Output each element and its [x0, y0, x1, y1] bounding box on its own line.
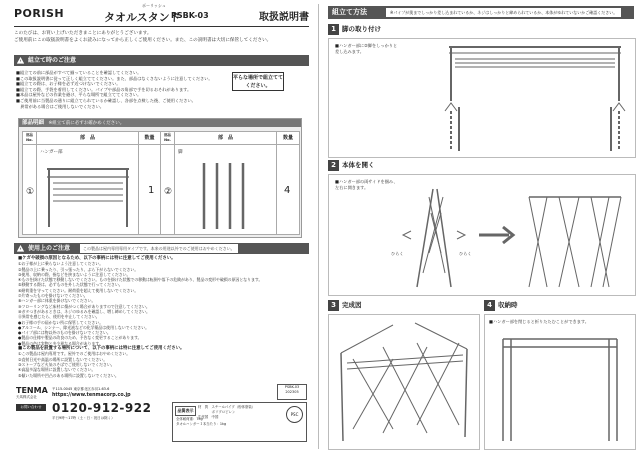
- step-number: 1: [328, 24, 339, 35]
- quality-label: 品質表示: [175, 406, 196, 416]
- step-number: 4: [484, 300, 495, 311]
- warning-icon: [17, 57, 24, 64]
- company-website[interactable]: https://www.tenmacorp.co.jp: [52, 393, 131, 398]
- list-item: ①お子様が上に乗らないよう注意してください。: [18, 261, 104, 267]
- load-row: 全体耐荷重：7kg: [176, 417, 203, 421]
- step-title: 完成図: [342, 301, 362, 309]
- list-item: ②直射日光や高温の場所に設置しないでください。: [18, 356, 108, 362]
- company-address: 〒115-0045 東京都北区赤羽1-63-6: [52, 387, 110, 391]
- step-number: 2: [328, 160, 339, 171]
- step-3-panel: [328, 314, 480, 450]
- psc-mark-icon: PSC: [286, 406, 303, 423]
- col-part: 部 品: [37, 132, 139, 144]
- step-1-illustration: [439, 41, 629, 155]
- right-column: [322, 0, 640, 453]
- list-item: ④高温多湿な場所に設置しないでください。: [18, 367, 96, 373]
- assembly-method-bar: [328, 6, 634, 19]
- usage-bullets: [18, 256, 262, 378]
- list-item: ■この取扱説明書に従って正しく組立ててください。また、部品はなくさないように注意してください。: [16, 75, 213, 81]
- left-column: [0, 0, 316, 453]
- col-no: 部品No.: [23, 132, 37, 144]
- business-hours: 平日9時～17時（土・日・祝日は除く）: [52, 416, 115, 420]
- list-item: ⑧ハンガー部に体重を掛けないでください。: [18, 298, 96, 304]
- step-title: 収納時: [498, 301, 518, 309]
- usage-caution-title: 使用上のご注意: [28, 245, 71, 252]
- hanger-illustration: [41, 159, 135, 233]
- intro-text: [14, 30, 309, 44]
- list-item: ■ご使用前に当製品の通りに組立てられているか確認し、各部を点検した後、ご使用ください。: [16, 97, 196, 103]
- list-item: ●製品の仕様や製品の改良のため、予告なく変更することがあります。: [18, 335, 142, 341]
- parts-table: [22, 131, 300, 235]
- quality-row: ポリプロピレン: [198, 409, 236, 414]
- assembly-method-note: ※パイプが奥までしっかり差し込まれているか、ネジはしっかりと締められているか、本体がゆれていないかご確認ください。: [386, 8, 621, 17]
- intro-line: ご使用前にこの取扱説明書をよくお読みになってから正しくご使用ください。また、この説明書は大切に保管してください。: [14, 38, 272, 43]
- code-box: [277, 384, 307, 400]
- col-qty: 数量: [139, 132, 161, 144]
- part-cell: [37, 144, 139, 234]
- parts-title: 部品明細: [22, 120, 45, 126]
- column-divider: [318, 4, 319, 449]
- parts-note: ※組立て前に必ずお確かめください。: [48, 121, 125, 126]
- caption-line: ■ハンガー部を閉じると折りたたむことができます。: [489, 319, 589, 324]
- list-item: ⑦片寄ったものを掛けないでください。: [18, 293, 88, 299]
- footer: [14, 386, 311, 448]
- step-2-panel: [328, 174, 636, 296]
- list-item: ■組立ての際は、お子様を必ず近づけないでください。: [16, 81, 121, 87]
- header: [14, 3, 309, 27]
- part-no: ②: [164, 187, 173, 197]
- part-no: ①: [26, 187, 35, 197]
- caption-line: ■ハンガー部の両サイドを掴み、: [335, 179, 398, 184]
- parts-list: [18, 118, 302, 238]
- assembly-caution-title: 組立て時のご注意: [28, 57, 77, 64]
- caption-line: ■ハンガー部に②脚をしっかりと: [335, 43, 398, 48]
- list-item: ■本品は屋外などの作業を避け、平らな場所で組立ててください。: [16, 92, 142, 98]
- product-ruby: ポーリッシュ: [142, 3, 166, 8]
- list-item: ③ストーブなど火気のそばでご使用しないでください。: [18, 361, 115, 367]
- list-item: ③使用、収納の際、指などを挟まないように注意してください。: [18, 271, 131, 277]
- assembly-bullets: [16, 70, 213, 109]
- manual-title: 取扱説明書: [259, 12, 309, 23]
- flat-place-notice: 平らな場所で組立ててください。: [232, 72, 284, 91]
- quality-label-box: [172, 402, 307, 442]
- step-4-panel: [484, 314, 636, 450]
- model-number: PSBK-03: [171, 11, 209, 20]
- step-caption: [335, 43, 397, 55]
- company-name: 天馬株式会社: [16, 395, 37, 399]
- load-capacity: [176, 417, 226, 427]
- part-qty: 1: [148, 185, 155, 196]
- step-3-illustration: [333, 319, 475, 445]
- step-title: 脚の取り付け: [342, 25, 381, 33]
- assembly-caution-bar: [14, 55, 309, 66]
- list-item: ①この製品は屋内専用です。屋外でのご使用はおやめください。: [18, 351, 131, 357]
- col-part: 部 品: [175, 132, 277, 144]
- assembly-method-title: 組立て方法: [332, 8, 367, 16]
- brand-logo: PORISH: [14, 7, 65, 20]
- part-name: ハンガー部: [40, 150, 63, 155]
- intro-line: このたびは、お買い上げいただきまことにありがとうございます。: [14, 31, 152, 36]
- quality-row: 生産国 中国: [198, 414, 219, 419]
- list-item: ④ものを掛けた状態で移動しないでください。ものを掛けた状態での移動は転倒や落下の危険があり、製品の変形や破損の原因となります。: [18, 277, 263, 283]
- list-item: ●お子様の手の届かない所に保管してください。: [18, 319, 104, 325]
- usage-caution-bar: [14, 243, 309, 254]
- arrow-label-left: ひらく: [391, 251, 404, 256]
- table-row: [139, 144, 161, 234]
- quality-row: 材 質 スチールパイプ（粉体塗装）: [198, 405, 256, 409]
- inquiry-label: お問い合わせ: [16, 404, 46, 411]
- list-item: ●アルコール、シンナー、除光液などの化学薬品は使用しないでください。: [18, 324, 149, 330]
- col-no: 部品No.: [161, 132, 175, 144]
- step-1-panel: [328, 38, 636, 158]
- phone-number: 0120-912-922: [52, 401, 152, 415]
- group-title: ■ケガや破損の原因となるため、以下の事柄には特に注意してご使用ください。: [18, 256, 176, 261]
- list-item: ⑥耐荷重を守ってください。耐荷重を超えて使用しないでください。: [18, 287, 139, 293]
- table-row: [23, 144, 37, 234]
- parts-header: [19, 119, 301, 127]
- step-2-illustration: [333, 183, 631, 291]
- product-name: タオルスタンド: [104, 11, 181, 24]
- load-row: タオルハンガー１本当たり：1kg: [176, 422, 227, 426]
- legs-illustration: [179, 159, 273, 233]
- caption-line: 左右に開きます。: [335, 185, 369, 190]
- list-item: ⑤傾いた場所や凹凸のある場所に設置しないでください。: [18, 372, 119, 378]
- table-row: [277, 144, 299, 234]
- group-title: ■この製品を設置する場所について、以下の事柄には特に注意してご使用ください。: [18, 346, 185, 352]
- list-item: ■組立ての前に部品がすべて揃っていることを確認してください。: [16, 70, 142, 75]
- part-qty: 4: [284, 185, 291, 196]
- col-qty: 数量: [282, 135, 293, 141]
- lot-code: 202305: [285, 390, 299, 394]
- list-item: ●パイプ部には物以外のものを掛けないでください。: [18, 330, 111, 336]
- part-name: 脚: [178, 150, 183, 155]
- list-item: ⑤移動する際は、必ずものを外した状態で行ってください。: [18, 282, 123, 288]
- product-code: PSBK-03: [284, 385, 300, 389]
- list-item: ⑨フローリングなど床材に傷がつく場合がありますので注意してください。: [18, 303, 150, 309]
- step-number: 3: [328, 300, 339, 311]
- list-item: 異常がある場合はご使用しないでください。: [16, 103, 104, 109]
- arrow-label-right: ひらく: [459, 251, 472, 256]
- list-item: ⑪異常を感じたら、使用を中止してください。: [18, 314, 100, 320]
- company-logo: TENMA: [16, 386, 48, 395]
- warning-icon: [17, 245, 24, 252]
- step-caption: [489, 319, 589, 325]
- step-4-illustration: [489, 329, 631, 445]
- list-item: ②製品の上に乗ったり、引っ張ったり、ぶら下がらないでください。: [18, 266, 139, 272]
- list-item: ⑩ガタつきがあるときは、ネジのゆるみを確認し、増し締めしてください。: [18, 308, 150, 314]
- list-item: ■組立ての際、手袋を着用してください。パイプや部品の角部で手を切るおそれがあります。: [16, 86, 192, 92]
- table-row: [161, 144, 175, 234]
- step-title: 本体を開く: [342, 161, 375, 169]
- caption-line: 差し込みます。: [335, 49, 364, 54]
- list-item: ●製品の色は実物と多少異なる場合があります。: [18, 340, 103, 346]
- usage-caution-note: この製品は屋内専用専用タイプです。本来の用途以外でのご使用はおやめください。: [80, 244, 238, 253]
- part-cell: [175, 144, 277, 234]
